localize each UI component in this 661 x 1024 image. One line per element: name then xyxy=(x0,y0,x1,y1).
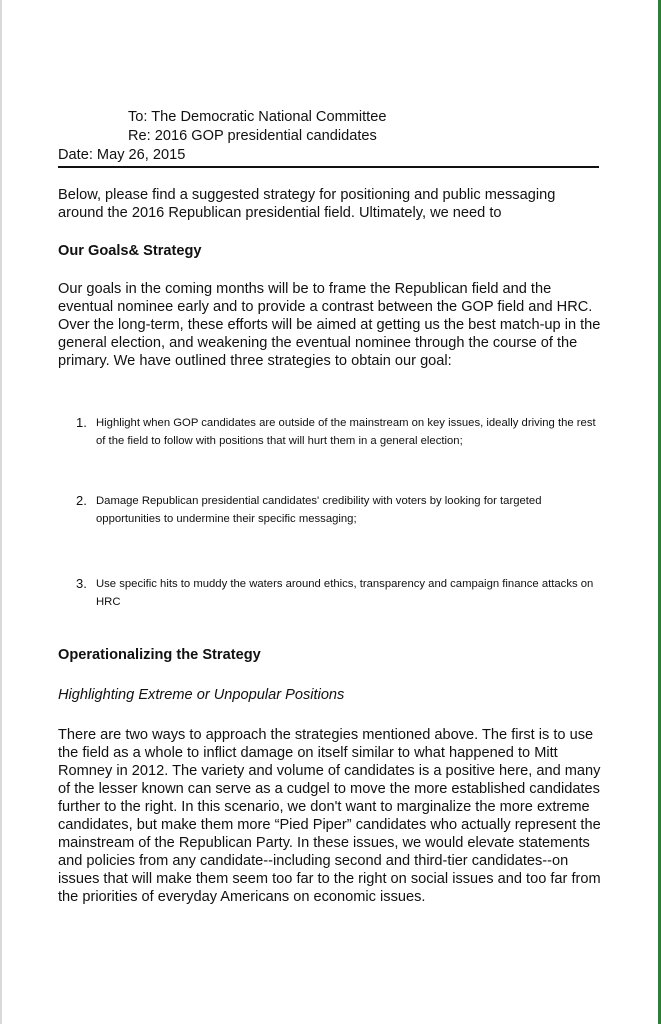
memo-content xyxy=(58,108,603,906)
goals-paragraph: Our goals in the coming months will be to frame the Republican field and the eventual nominee early and to provide a contrast between the GOP field and HRC. Over the long-term, these efforts will be aimed at getting us the best match-up in the general election, and weakening the eventual nominee through the course of the primary. We have outlined three strategies to obtain our goal: xyxy=(58,281,601,369)
strategy-text: Damage Republican presidential candidates' credibility with voters by looking for targeted opportunities to undermine their specific messaging; xyxy=(96,495,542,525)
strategy-number: 2. xyxy=(76,493,87,508)
goals-heading: Our Goals& Strategy xyxy=(58,243,202,259)
header-divider xyxy=(58,166,599,168)
strategy-number: 3. xyxy=(76,576,87,591)
memo-to-line: To: The Democratic National Committee xyxy=(128,109,387,125)
memo-re-line: Re: 2016 GOP presidential candidates xyxy=(128,128,377,144)
strategy-number: 1. xyxy=(76,415,87,430)
memo-date-line: Date: May 26, 2015 xyxy=(58,147,186,163)
strategy-text: Highlight when GOP candidates are outside of the mainstream on key issues, ideally driving the rest of the field to follow with positions that will hurt them in a general election; xyxy=(96,417,596,447)
strategy-item xyxy=(58,575,603,611)
strategy-item xyxy=(58,492,603,528)
operationalizing-heading: Operationalizing the Strategy xyxy=(58,647,261,663)
operationalizing-subheading: Highlighting Extreme or Unpopular Positions xyxy=(58,687,345,703)
strategy-item xyxy=(58,414,603,450)
page-left-edge xyxy=(0,0,2,1024)
operationalizing-paragraph: There are two ways to approach the strategies mentioned above. The first is to use the field as a whole to inflict damage on itself similar to what happened to Mitt Romney in 2012. The variety and volume of candidates is a positive here, and many of the lesser known can serve as a cudgel to move the more established candidates further to the right. In this scenario, we don't want to marginalize the more extreme candidates, but make them more “Pied Piper” candidates who actually represent the mainstream of the Republican Party. In these issues, we would elevate statements and policies from any candidate--including second and third-tier candidates--on issues that will make them seem too far to the right on social issues and too far from the priorities of everyday Americans on economic issues. xyxy=(58,727,601,905)
intro-paragraph: Below, please find a suggested strategy for positioning and public messaging around the 2016 Republican presidential field. Ultimately, we need to xyxy=(58,187,556,221)
memo-header xyxy=(58,108,603,165)
strategy-text: Use specific hits to muddy the waters around ethics, transparency and campaign finance attacks on HRC xyxy=(96,578,594,608)
strategy-list xyxy=(58,414,603,611)
